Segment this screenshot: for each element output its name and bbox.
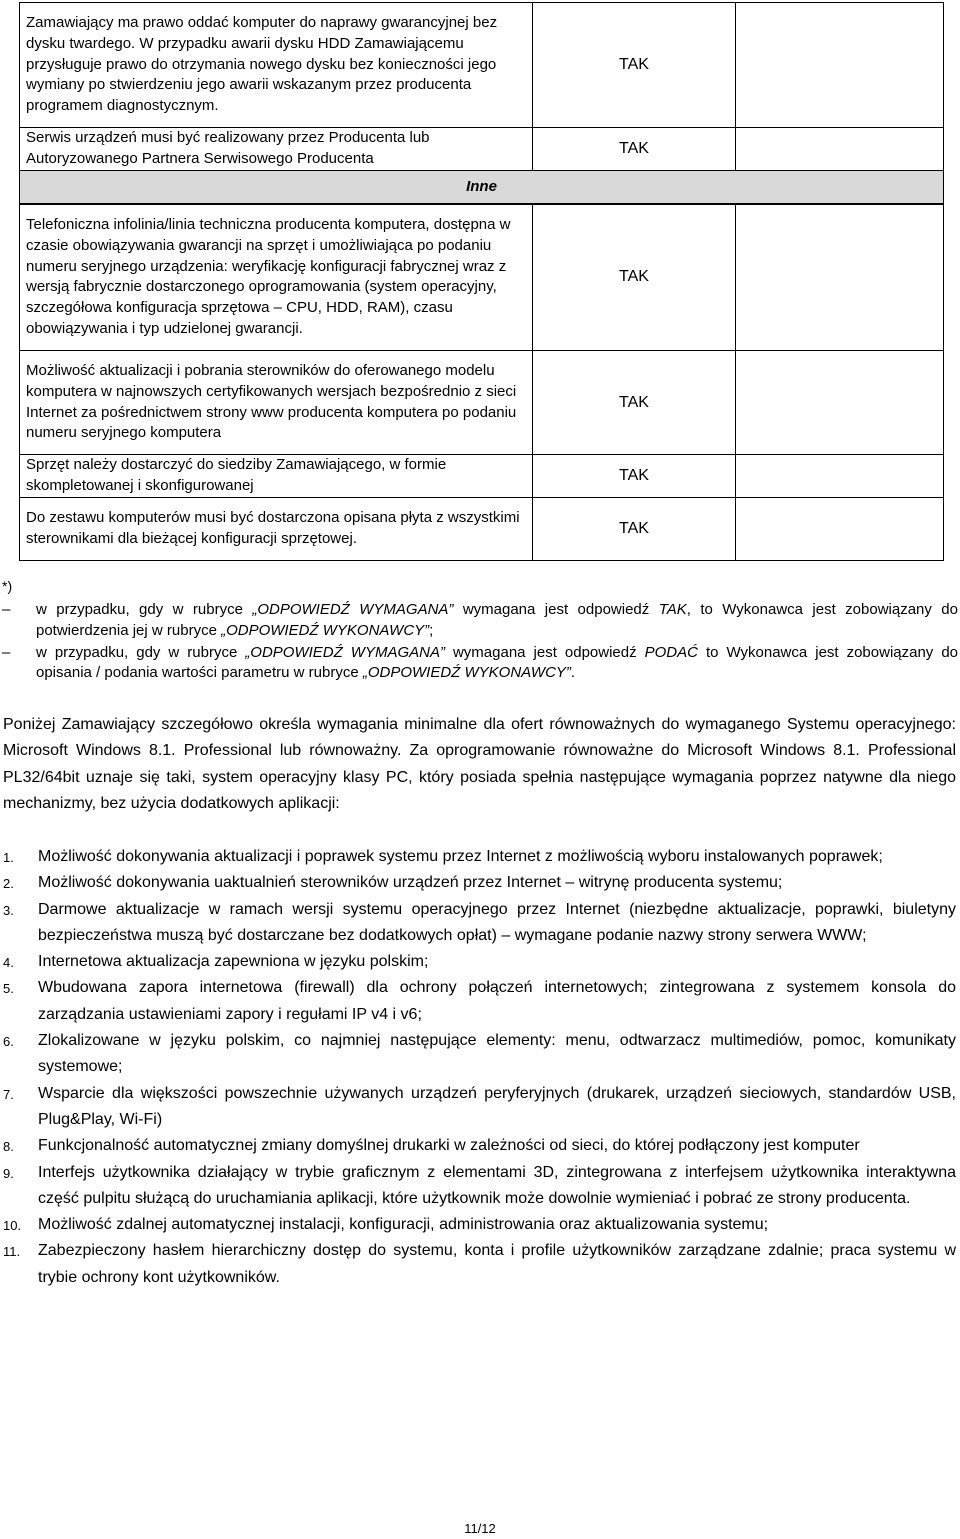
- requirement-description: Do zestawu komputerów musi być dostarczona opisana płyta z wszystkimi sterownikami dla bieżącej konfiguracji sprzętowej.: [20, 497, 533, 560]
- list-item: [3, 1212, 956, 1238]
- requirement-description: Zamawiający ma prawo oddać komputer do naprawy gwarancyjnej bez dysku twardego. W przypadku awarii dysku HDD Zamawiającemu przysługuje prawo do otrzymania nowego dysku bez konieczności jego wymiany po stwierdzeniu jego awarii wskazanym przez producenta programem diagnostycznym.: [20, 3, 533, 128]
- footnote-emphasis: TAK: [658, 601, 687, 618]
- list-text: Interfejs użytkownika działający w trybie graficznym z elementami 3D, zintegrowana z interfejsem użytkownika interaktywna część pulpitu służącą do uruchamiania aplikacji, które użytkownik może dowolnie wymieniać i pobrać ze strony producenta.: [38, 1163, 956, 1207]
- required-answer: TAK: [533, 3, 736, 128]
- requirements-table: [19, 2, 944, 561]
- footnote-text: w przypadku, gdy w rubryce: [36, 643, 246, 661]
- requirement-description: Sprzęt należy dostarczyć do siedziby Zamawiającego, w formie skompletowanej i skonfigurowanej: [20, 455, 533, 498]
- requirements-list: [3, 844, 956, 1291]
- list-item: [3, 975, 956, 1028]
- list-number: 8.: [3, 1139, 14, 1155]
- list-number: 10.: [3, 1218, 22, 1234]
- list-item: [3, 870, 956, 896]
- required-answer: TAK: [533, 128, 736, 171]
- requirement-description: Możliwość aktualizacji i pobrania sterowników do oferowanego modelu komputera w najnowszych certyfikowanych wersjach bezpośrednio z sieci Internet za pośrednictwem strony www producenta komputera po podaniu numeru seryjnego komputera: [20, 351, 533, 455]
- requirement-description: Serwis urządzeń musi być realizowany przez Producenta lub Autoryzowanego Partnera Serwisowego Producenta: [20, 128, 533, 171]
- footnote-text: to Wykonawca jest zobowiązany do opisania / podania wartości parametru w rubryce: [36, 643, 959, 682]
- footnote-marker: *): [2, 578, 13, 594]
- list-number: 3.: [3, 902, 14, 918]
- list-text: Możliwość dokonywania aktualizacji i poprawek systemu przez Internet z możliwością wyboru instalowanych poprawek;: [38, 848, 883, 865]
- contractor-answer-cell: [736, 351, 944, 455]
- list-text: Wbudowana zapora internetowa (firewall) dla ochrony połączeń internetowych; zintegrowana z systemem konsola do zarządzania ustawieniami zapory i regułami IP v4 i v6;: [38, 979, 956, 1023]
- list-text: Internetowa aktualizacja zapewniona w języku polskim;: [38, 953, 429, 971]
- footnotes: [0, 600, 958, 685]
- intro-paragraph: Poniżej Zamawiający szczegółowo określa wymagania minimalne dla ofert równoważnych do wymaganego Systemu operacyjnego: Microsoft Windows 8.1. Professional lub równoważny. Za oprogramowanie równoważne do Microsoft Windows 8.1. Professional PL32/64bit uznaje się taki, system operacyjny klasy PC, który posiada spełnia następujące wymagania poprzez natywne dla niego mechanizmy, bez użycia dodatkowych aplikacji:: [3, 716, 956, 812]
- list-number: 1.: [3, 850, 14, 865]
- required-answer: TAK: [533, 351, 736, 455]
- table-row: [20, 204, 944, 351]
- footnote-text: , to Wykonawca jest zobowiązany do potwierdzenia jej w rubryce: [36, 601, 958, 639]
- required-answer: TAK: [533, 204, 736, 351]
- section-row: [20, 170, 944, 204]
- table-row: [20, 351, 944, 455]
- list-text: Darmowe aktualizacje w ramach wersji systemu operacyjnego przez Internet (niezbędne aktualizacje, poprawki, biuletyny bezpieczeństwa muszą być dostarczane bez dodatkowych opłat) – wymagane podanie nazwy strony serwera WWW;: [38, 900, 956, 944]
- dash-bullet: –: [2, 643, 11, 661]
- footnote-emphasis: „ODPOWIEDŹ WYKONAWCY”: [221, 621, 430, 639]
- list-item: [3, 1160, 956, 1213]
- list-text: Możliwość zdalnej automatycznej instalacji, konfiguracji, administrowania oraz aktualizowania systemu;: [38, 1216, 769, 1234]
- footnote-emphasis: „ODPOWIEDŹ WYMAGANA”: [252, 601, 454, 618]
- footnote-emphasis: PODAĆ: [644, 643, 698, 661]
- list-number: 4.: [3, 955, 14, 971]
- list-item: [3, 1238, 956, 1291]
- footnote-emphasis: „ODPOWIEDŹ WYMAGANA”: [245, 643, 445, 661]
- list-number: 11.: [3, 1244, 21, 1260]
- list-text: Możliwość dokonywania uaktualnień sterowników urządzeń przez Internet – witrynę producenta systemu;: [38, 874, 783, 892]
- list-item: [3, 897, 956, 950]
- list-item: [3, 1028, 956, 1081]
- footnote-item: [0, 600, 958, 642]
- footnote-text: w przypadku, gdy w rubryce: [36, 601, 253, 618]
- contractor-answer-cell: [736, 497, 944, 560]
- list-number: 5.: [3, 981, 14, 997]
- list-item: [3, 844, 956, 870]
- list-text: Wsparcie dla większości powszechnie używanych urządzeń peryferyjnych (drukarek, urządzeń sieciowych, standardów USB, Plug&Play, Wi-Fi): [38, 1084, 956, 1128]
- list-item: [3, 1081, 956, 1134]
- table-row: [20, 3, 944, 128]
- list-number: 9.: [3, 1165, 14, 1181]
- table-row: [20, 455, 944, 498]
- required-answer: TAK: [533, 455, 736, 498]
- list-text: Zlokalizowane w języku polskim, co najmniej następujące elementy: menu, odtwarzacz multimediów, pomoc, komunikaty systemowe;: [38, 1032, 956, 1076]
- dash-bullet: –: [2, 601, 11, 618]
- footnote-item: [0, 643, 958, 685]
- contractor-answer-cell: [736, 128, 944, 171]
- page-number: 11/12: [464, 1521, 496, 1536]
- list-item: [3, 949, 956, 975]
- footnote-emphasis: „ODPOWIEDŹ WYKONAWCY”: [362, 664, 571, 682]
- list-number: 7.: [3, 1086, 14, 1102]
- list-item: [3, 1133, 956, 1159]
- contractor-answer-cell: [736, 3, 944, 128]
- section-title: Inne: [20, 170, 944, 204]
- footnote-text: ;: [429, 621, 434, 639]
- list-text: Zabezpieczony hasłem hierarchiczny dostęp do systemu, konta i profile użytkowników zarządzane zdalnie; praca systemu w trybie ochrony kont użytkowników.: [38, 1242, 956, 1286]
- footnote-text: wymagana jest odpowiedź: [453, 601, 659, 618]
- list-number: 6.: [3, 1034, 14, 1050]
- requirement-description: Telefoniczna infolinia/linia techniczna producenta komputera, dostępna w czasie obowiązywania gwarancji na sprzęt i umożliwiająca po podaniu numeru seryjnego urządzenia: weryfikację konfiguracji fabrycznej wraz z wersją fabrycznie dostarczonego oprogramowania (system operacyjny, szczegółowa konfiguracja sprzętowa – CPU, HDD, RAM), czasu obowiązywania i typ udzielonej gwarancji.: [20, 204, 533, 351]
- contractor-answer-cell: [736, 455, 944, 498]
- footnote-text: .: [570, 664, 576, 682]
- list-text: Funkcjonalność automatycznej zmiany domyślnej drukarki w zależności od sieci, do której podłączony jest komputer: [38, 1137, 860, 1155]
- table-row: [20, 128, 944, 171]
- contractor-answer-cell: [736, 204, 944, 351]
- list-number: 2.: [3, 876, 14, 892]
- table-row: [20, 497, 944, 560]
- required-answer: TAK: [533, 497, 736, 560]
- footnote-text: wymagana jest odpowiedź: [444, 643, 645, 661]
